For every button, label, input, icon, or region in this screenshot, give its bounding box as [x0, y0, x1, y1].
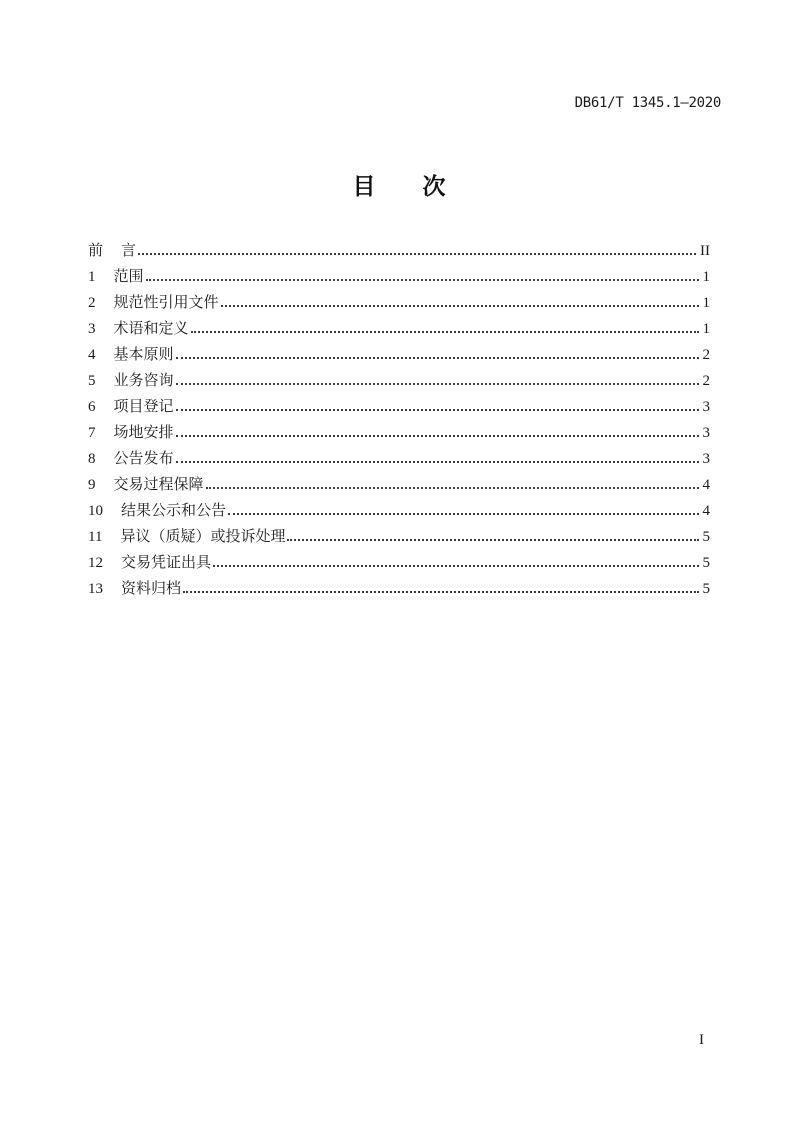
dot-leader	[176, 383, 699, 385]
toc-entry-6	[88, 394, 710, 420]
entry-number: 10	[88, 503, 103, 519]
dot-leader	[176, 409, 699, 411]
entry-number: 13	[88, 581, 103, 597]
entry-title: 规范性引用文件	[113, 295, 219, 311]
entry-title: 言	[121, 243, 137, 259]
entry-page-number: 3	[702, 451, 710, 467]
dot-leader	[191, 331, 699, 333]
entry-title: 术语和定义	[113, 321, 189, 337]
entry-page-number: 2	[702, 373, 710, 389]
entry-page-number: 3	[702, 399, 710, 415]
entry-title: 范围	[113, 269, 144, 285]
entry-page-number: 4	[702, 503, 710, 519]
dot-leader	[176, 435, 699, 437]
toc-entry-5	[88, 368, 710, 394]
entry-title: 异议（质疑）或投诉处理	[120, 529, 286, 545]
entry-title: 项目登记	[113, 399, 174, 415]
footer-page-number: I	[699, 1032, 704, 1048]
entry-number: 7	[88, 425, 96, 441]
entry-number: 6	[88, 399, 96, 415]
entry-number: 12	[88, 555, 103, 571]
dot-leader	[206, 487, 699, 489]
entry-page-number: II	[700, 243, 710, 259]
entry-page-number: 2	[702, 347, 710, 363]
dot-leader	[138, 253, 696, 255]
dot-leader	[228, 513, 698, 515]
entry-page-number: 1	[702, 321, 710, 337]
toc-entry-1	[88, 264, 710, 290]
entry-page-number: 5	[702, 581, 710, 597]
entry-title: 业务咨询	[113, 373, 174, 389]
dot-leader	[221, 305, 699, 307]
table-of-contents	[88, 238, 710, 602]
entry-title: 基本原则	[113, 347, 174, 363]
entry-page-number: 5	[702, 555, 710, 571]
entry-number: 2	[88, 295, 96, 311]
dot-leader	[146, 279, 699, 281]
toc-entry-10	[88, 498, 710, 524]
toc-entry-8	[88, 446, 710, 472]
entry-number: 5	[88, 373, 96, 389]
entry-number: 11	[88, 529, 103, 545]
entry-title: 交易过程保障	[113, 477, 204, 493]
entry-page-number: 1	[702, 295, 710, 311]
dot-leader	[287, 539, 698, 541]
entry-title: 资料归档	[121, 581, 182, 597]
toc-entry-9	[88, 472, 710, 498]
toc-entry-2	[88, 290, 710, 316]
entry-page-number: 5	[702, 529, 710, 545]
toc-entry-4	[88, 342, 710, 368]
toc-entry-foreword	[88, 238, 710, 264]
entry-title: 交易凭证出具	[121, 555, 212, 571]
entry-title: 公告发布	[113, 451, 174, 467]
dot-leader	[176, 461, 699, 463]
entry-number: 4	[88, 347, 96, 363]
dot-leader	[176, 357, 699, 359]
dot-leader	[213, 565, 698, 567]
dot-leader	[183, 591, 698, 593]
entry-number: 前	[88, 243, 104, 259]
entry-page-number: 1	[702, 269, 710, 285]
entry-number: 8	[88, 451, 96, 467]
toc-entry-7	[88, 420, 710, 446]
entry-number: 3	[88, 321, 96, 337]
entry-number: 9	[88, 477, 96, 493]
entry-title: 场地安排	[113, 425, 174, 441]
toc-entry-12	[88, 550, 710, 576]
toc-entry-11	[88, 524, 710, 550]
entry-page-number: 3	[702, 425, 710, 441]
page-title: 目 次	[352, 174, 458, 200]
entry-number: 1	[88, 269, 96, 285]
toc-entry-3	[88, 316, 710, 342]
toc-entry-13	[88, 576, 710, 602]
entry-page-number: 4	[702, 477, 710, 493]
standard-number: DB61/T 1345.1—2020	[574, 95, 721, 111]
entry-title: 结果公示和公告	[121, 503, 227, 519]
